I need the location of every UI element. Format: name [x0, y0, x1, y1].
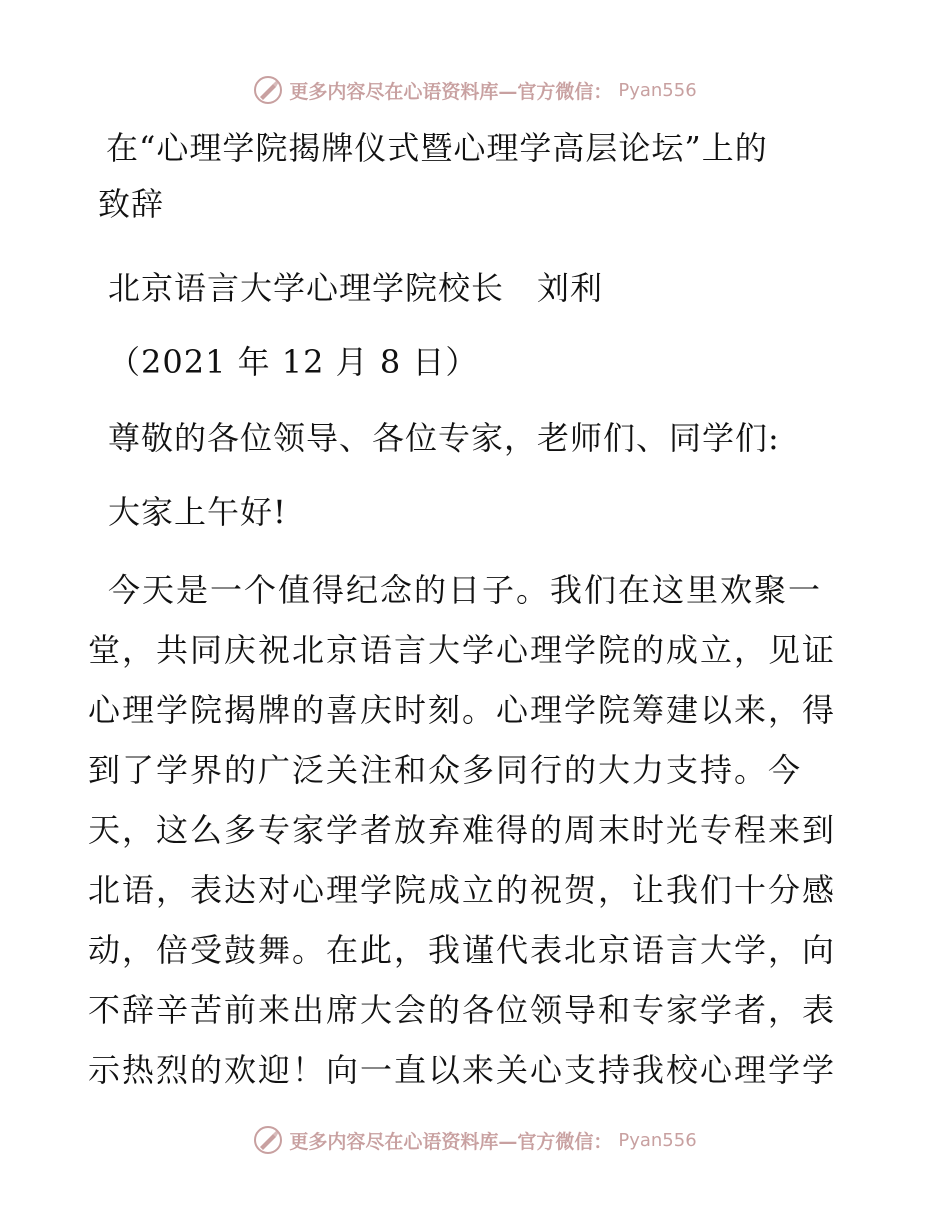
author-line: 北京语言大学心理学院校长 刘利: [108, 269, 604, 307]
body-line: 天，这么多专家学者放弃难得的周末时光专程来到: [88, 811, 837, 849]
body-line: 北语，表达对心理学院成立的祝贺，让我们十分感: [88, 871, 837, 909]
watermark-promo-text: 更多内容尽在心语资料库—官方微信：: [289, 1130, 613, 1153]
watermark-wechat-id: Pyan556: [618, 1129, 697, 1151]
footer-watermark: [0, 1122, 950, 1158]
quill-pen-icon: [253, 1125, 283, 1155]
body-line: 不辞辛苦前来出席大会的各位领导和专家学者，表: [88, 991, 837, 1029]
watermark-promo-text: 更多内容尽在心语资料库—官方微信：: [289, 80, 613, 103]
header-watermark: [0, 72, 950, 108]
title-line-2: 致辞: [98, 185, 165, 223]
body-line: 心理学院揭牌的喜庆时刻。心理学院筹建以来，得: [88, 691, 837, 729]
body-line: 堂，共同庆祝北京语言大学心理学院的成立，见证: [88, 631, 837, 669]
quill-pen-icon: [253, 75, 283, 105]
body-line: 今天是一个值得纪念的日子。我们在这里欢聚一: [108, 571, 823, 609]
title-line-1: 在“心理学院揭牌仪式暨心理学高层论坛”上的: [106, 129, 768, 167]
date-line: （2021 年 12 月 8 日）: [108, 343, 479, 381]
document-content: [88, 120, 858, 1100]
document-title: [98, 120, 858, 232]
body-line: 到了学界的广泛关注和众多同行的大力支持。今: [88, 751, 803, 789]
body-line: 动，倍受鼓舞。在此，我谨代表北京语言大学，向: [88, 931, 837, 969]
greeting-line: 大家上午好!: [108, 493, 287, 531]
watermark-wechat-id: Pyan556: [618, 79, 697, 101]
body-line: 示热烈的欢迎！向一直以来关心支持我校心理学学: [88, 1051, 837, 1089]
salutation-line: 尊敬的各位领导、各位专家，老师们、同学们:: [108, 419, 780, 457]
body-paragraph: [88, 560, 858, 1100]
